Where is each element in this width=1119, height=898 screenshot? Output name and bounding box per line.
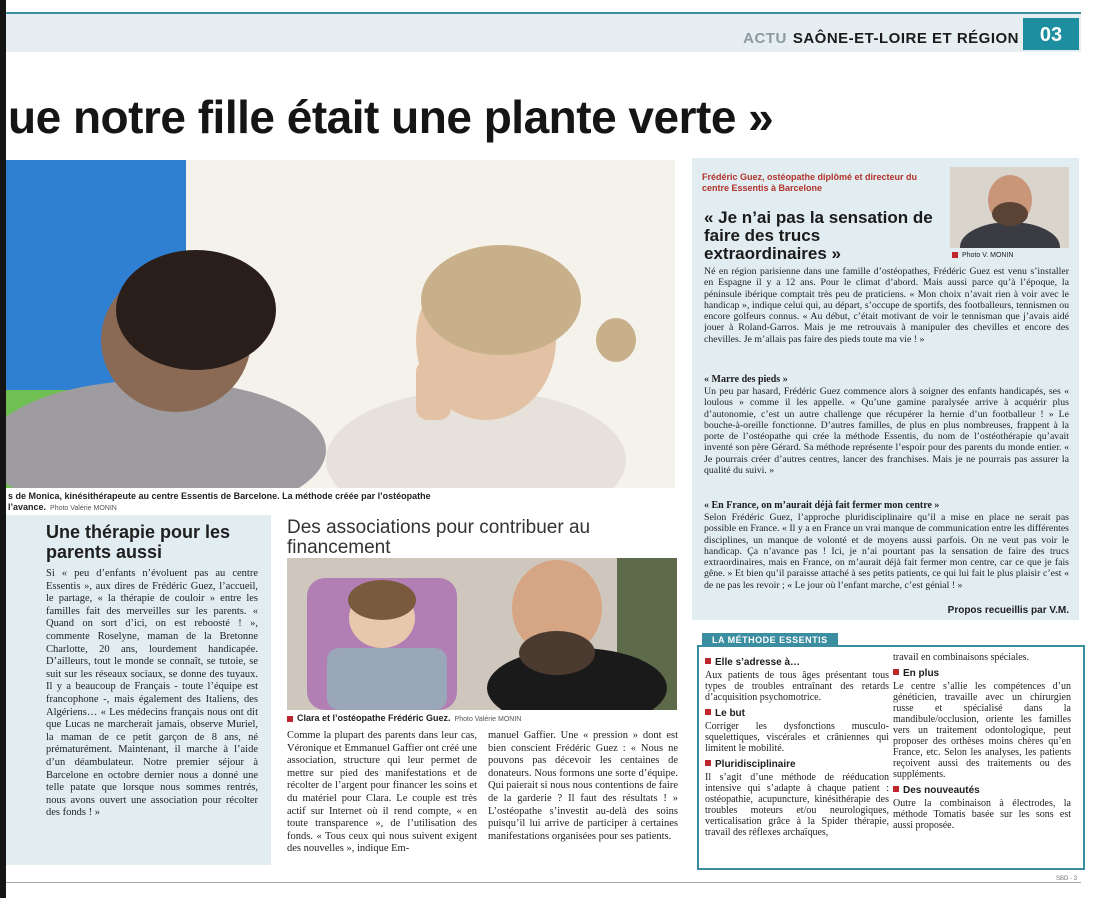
mid-article-col1: Comme la plupart des parents dans leur cas, Véronique et Emmanuel Gaffier ont créé une association, structure qui leur permet de mettre sur pied des manifestations et de récolter de l’argent pour financer les soins et du matériel pour Clara. Le couple est très actif sur Internet où il rend compte, « en toute transparence », de l’utilisation des fonds. « Tous ceux qui nous suivent exigent des nouvelles », indique Em- [287,730,477,855]
mid-article-photo [287,558,677,710]
method-item-head: Des nouveautés [903,785,980,796]
bullet-square-icon [893,669,899,675]
method-item-text: Outre la combinaison à électrodes, la méthode Tomatis basée sur les sons est aussi proposée. [893,798,1071,831]
method-col1 [705,652,889,862]
section-kicker: ACTU [743,30,787,47]
mid-article-title: Des associations pour contribuer au financement [287,517,591,558]
portrait-credit: Photo V. MONIN [962,252,1014,259]
method-box-tag: LA MÉTHODE ESSENTIS [702,633,838,647]
method-item-text: Le centre s’allie les compétences d’un généticien, travaille avec un chirurgien russe et spécialisé dans la mandibule/occlusion, oriente les familles vers un traitement odontologique, peut proposer des orthèses moins chères qu’en France, etc. Selon les analyses, les patients reçoivent aussi des traitements ou des suppléments. [893,681,1071,780]
method-item-head: Le but [715,708,745,719]
sidebar-para1: Né en région parisienne dans une famille d’ostéopathes, Frédéric Guez est venu s’installer en Espagne il y a 12 ans. Pour le climat d’abord. Mais aussi parce qu’à l’époque, la péninsule ibérique comptait très peu de praticiens. « Mon choix n’avait rien à voir avec le handicap », indique celui qui, au départ, s’occupe de sportifs, des footballeurs, tennismen ou encore golfeurs connus. « Au début, c’était motivant de voir le tennisman que j’avais aidé jouer à Roland-Garros. Mais je me retrouvais à manipuler des chevilles et encore des chevilles. Je m’allais pas faire des pieds toute ma vie ! » [704,266,1069,345]
footer-folio: SBD - 3 [1055,876,1077,882]
main-photo-caption-text-2: l’avance. [8,502,47,512]
method-item-text: Il s’agit d’une méthode de rééducation intensive qui s’adapte à chaque patient : ostéopathie, acupuncture, kinésithérapie des troubles moteurs et/ou neurologiques, verticalisation grâce à la Spider thérapie, travail des réflexes archaïques, [705,772,889,838]
main-photo-caption-text: s de Monica, kinésithérapeute au centre Essentis de Barcelone. La méthode créée par l’ostéopathe [8,491,431,501]
method-item-head: Elle s’adresse à… [715,657,801,668]
mid-photo-credit: Photo Valérie MONIN [454,716,522,723]
bullet-square-icon [287,716,293,722]
sidebar-quote: « Je n’ai pas la sensation de faire des trucs extraordinaires » [704,208,933,263]
method-item [705,652,889,670]
method-item-head: Pluridisciplinaire [715,759,796,770]
portrait-illustration [950,167,1069,248]
method-item [705,754,889,772]
sidebar-subhead2: « Marre des pieds » [704,374,788,385]
mid-article-col2: manuel Gaffier. Une « pression » dont est bien conscient Frédéric Guez : « Nous ne pouvons pas décevoir les centaines de donateurs. Nous formons une sorte d’équipe. Qui paierait si nous nous contentions de faire de la garderie ? Il faut des résultats ! » L’ostéopathe s’investit au-delà des soins puisqu’il lui arrive de participer à certaines manifestations organisées pour ses patients. [488,730,678,842]
bullet-square-icon [705,709,711,715]
main-photo-caption [8,491,676,514]
sidebar-signature: Propos recueillis par V.M. [947,605,1069,616]
sidebar-subhead3: « En France, on m’aurait déjà fait fermer mon centre » [704,500,940,511]
method-item [893,663,1071,681]
bullet-square-icon [705,760,711,766]
mid-photo-caption [287,713,677,725]
main-photo-credit: Photo Valérie MONIN [50,505,117,512]
method-item-text: travail en combinaisons spéciales. [893,652,1030,663]
bullet-square-icon [893,786,899,792]
page-number: 03 [1023,18,1079,50]
main-photo-illustration [6,160,675,488]
method-item [893,780,1071,798]
sidebar-para3: Selon Frédéric Guez, l’approche pluridisciplinaire qu’il a mise en place ne serait pas possible en France. « Il y a en France un vrai manque de communication entre les différentes disciplines, un manque de volonté et de moyens aussi parfois. On ne veut pas voir le handicap. Ça n’avance pas ! Ici, je n’ai pourtant pas la sensation de faire des trucs extraordinaires, mais en France, on m’aurait déjà fait fermer mon centre, car ce que je fais gêne. » Et bien qu’il paraisse attaché à ses petits patients, ce qui lui fait le plus plaisir c’est « de ne pas les revoir ; « Le jour où l’enfant marche, c’est génial ! » [704,512,1069,591]
method-col2 [893,652,1071,862]
mid-photo-illustration [287,558,677,710]
method-item-text: Corriger les dysfonctions musculo-squelettiques, viscérales et crâniennes qui limitent le mobilité. [705,721,889,754]
method-item-head: En plus [903,668,940,679]
section-rubric [743,30,1019,47]
method-item-text: Aux patients de tous âges présentant tous types de troubles entraînant des retards d’acquisition psychomotrice. [705,670,889,703]
sidebar-author: Frédéric Guez, ostéopathe diplômé et directeur du centre Essentis à Barcelone [702,172,918,193]
left-article-title: Une thérapie pour les parents aussi [46,522,231,562]
footer-rule [6,882,1081,883]
mid-photo-caption-text: Clara et l’ostéopathe Frédéric Guez. [297,713,451,723]
left-article-body: Si « peu d’enfants n’évoluent pas au centre Essentis », aux dires de Frédéric Guez, l’accueil, le partage, « la thérapie de couloir » entre les familles fait des merveilles sur les parents. « Quand on sort d’ici, on est reboosté ! », commente Roselyne, maman de la Bretonne Charlotte, 20 ans, lourdement handicapée. D’ailleurs, tout le monde se connaît, se tutoie, se suit sur les réseaux sociaux, se donne des tuyaux. Il y a beaucoup de Français - toute l’équipe est francophone -, mais également des Italiens, des Algériens… « Les médecins français nous ont dit que Lucas ne marcherait jamais, observe Muriel, la maman de ce petit garçon de 8 ans, né prématurément. Maintenant, il marche à l’aide d’un déambulateur. Notre premier séjour à Barcelone en octobre dernier nous a donné une telle patate que lorsque nous sommes rentrés, nous avons ouvert une association pour récolter des fonds ! » [46,568,258,819]
method-item [705,703,889,721]
headline: ue notre fille était une plante verte » [8,91,774,143]
portrait-photo [950,167,1069,248]
bullet-square-icon [952,252,958,258]
bullet-square-icon [705,658,711,664]
sidebar-para2: Un peu par hasard, Frédéric Guez commence alors à soigner des enfants handicapés, ses « loulous » comme il les appelle. « Qu’une gamine paralysée arrive à acquérir plus d’autonomie, c’est un autre challenge que récupérer la hernie d’un footballeur ! » Le bouche-à-oreille fonctionne. D’autres familles, de plus en plus nombreuses, frappent à la porte de l’ostéopathe qui crée la méthode Essentis, du nom de l’ostéothérapie qu’avait inventé son père Gérard. Sa méthode représente l’espoir pour des parents du monde entier. « Je pourrais créer d’autres centres, lancer des franchises. Mais je ne pourrais pas assurer la qualité du suivi. » [704,386,1069,477]
section-name: SAÔNE-ET-LOIRE ET RÉGION [792,30,1019,47]
portrait-caption [952,250,1014,261]
main-photo [6,160,675,488]
